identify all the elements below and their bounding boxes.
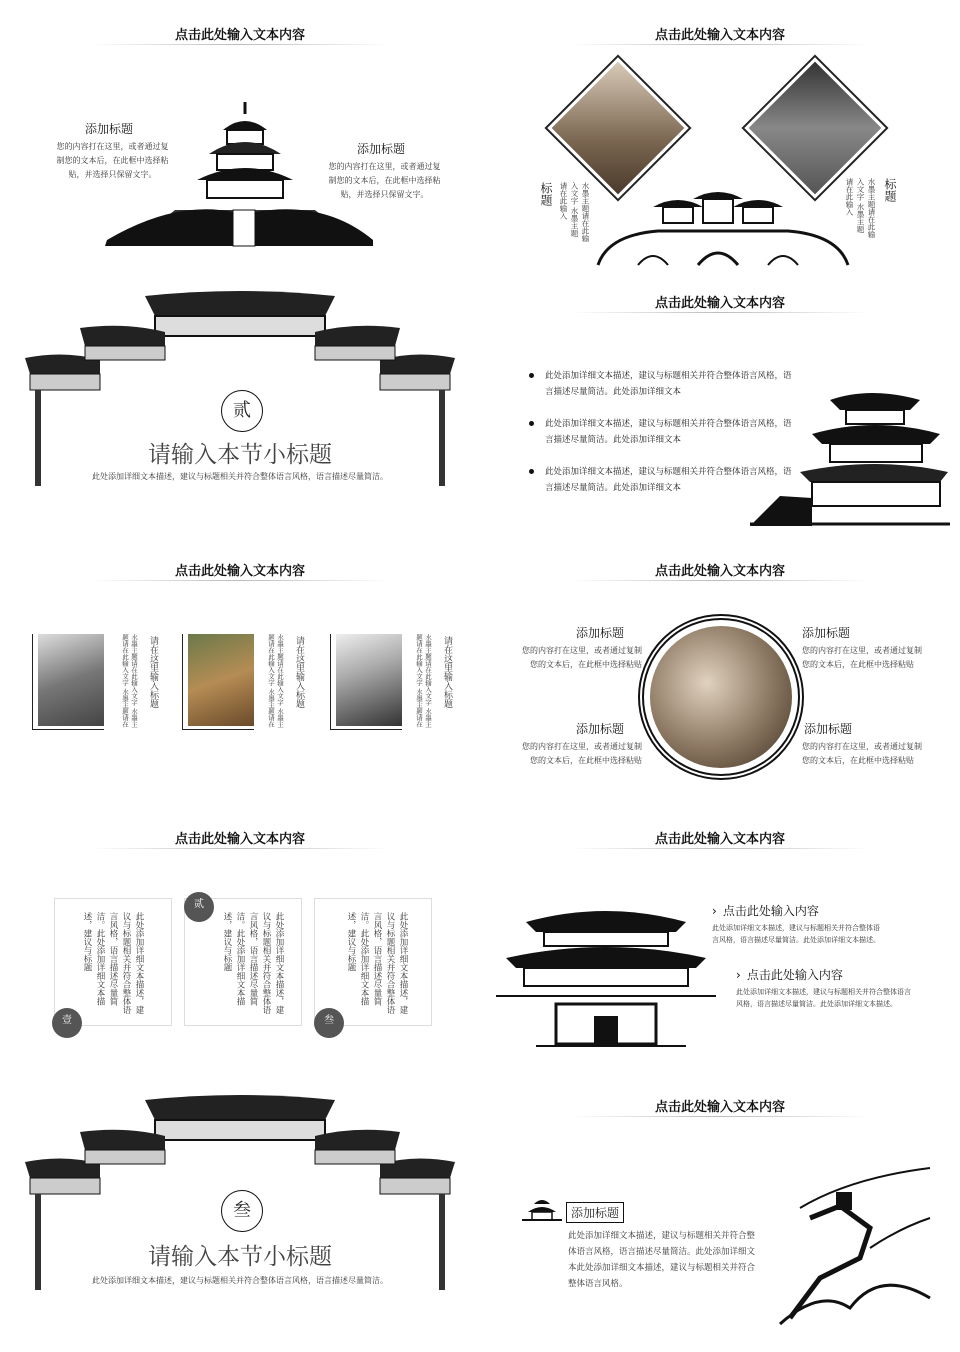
palace-gate-ink-illustration [496,900,716,1050]
section-badge: 叁 [221,1190,263,1232]
slide-9 [0,1072,480,1340]
tl-text: 您的内容打在这里，或者通过复制您的文本后，在此框中选择粘贴 [522,646,642,669]
section-badge: 贰 [221,390,263,432]
section-description: 此处添加详细文本描述，建议与标题相关并符合整体语言风格，语言描述尽量简洁。 [92,472,388,481]
item-1-label: 请在这里输入标题 [148,636,158,708]
bullet-item-3: 此处添加详细文本描述，建议与标题相关并符合整体语言风格，语言描述尽量简洁。此处添加详细文本 [545,464,795,496]
title-divider [570,44,870,45]
tl-heading: 添加标题 [576,626,625,640]
tr-heading: 添加标题 [802,626,851,640]
slide-title: 点击此处输入文本内容 [654,564,785,579]
slide-title: 点击此处输入文本内容 [654,832,785,847]
card-2-badge: 贰 [184,892,214,922]
item-2-heading-text: 点击此处输入内容 [746,968,843,982]
slide-title: 点击此处输入文本内容 [174,28,305,43]
tr-text: 您的内容打在这里，或者通过复制您的文本后，在此框中选择粘贴 [802,646,922,669]
slide-2 [480,0,960,268]
card-1-text: 此处添加详细文本描述，建议与标题相关并符合整体语言风格，语言描述尽量简洁。此处添加详细文本描述，建议与标题 [82,912,144,1014]
br-heading: 添加标题 [804,722,853,736]
left-text: 您的内容打在这里，或者通过复制您的文本后，在此框中选择粘贴，并选择只保留文字。 [56,142,169,179]
slide-7 [0,804,480,1072]
slide-6 [480,536,960,804]
card-3-badge: 叁 [314,1008,344,1038]
item-1-heading [712,902,819,919]
title-divider [570,848,870,849]
item-2-label: 请在这里输入标题 [294,636,304,708]
slide-5 [0,536,480,804]
slide-8 [480,804,960,1072]
slide-title: 点击此处输入文本内容 [654,28,785,43]
bl-heading: 添加标题 [576,722,625,736]
chevron-right-icon: › [712,904,717,918]
section-description: 此处添加详细文本描述，建议与标题相关并符合整体语言风格，语言描述尽量简洁。 [92,1276,388,1285]
bullet-item-2: 此处添加详细文本描述，建议与标题相关并符合整体语言风格，语言描述尽量简洁。此处添加详细文本 [545,416,795,448]
item-3-label: 请在这里输入标题 [442,636,452,708]
br-text: 您的内容打在这里，或者通过复制您的文本后，在此框中选择粘贴 [802,742,922,765]
item-2-text: 此处添加详细文本描述，建议与标题相关并符合整体语言风格，语言描述尽量简洁。此处添加详细文本描述。 [736,988,911,1008]
item-1-text: 此处添加详细文本描述，建议与标题相关并符合整体语言风格，语言描述尽量简洁。此处添加详细文本描述。 [712,924,880,944]
chevron-right-icon: › [736,968,741,982]
right-text: 您的内容打在这里，或者通过复制您的文本后，在此框中选择粘贴，并选择只保留文字。 [328,162,441,199]
left-vertical-text: 水墨主题请在此输入文字 水墨主题请在此输入 [559,182,590,242]
slide-1 [0,0,480,268]
item-1-heading-text: 点击此处输入内容 [722,904,819,918]
temple-of-heaven-ink-illustration [105,100,375,250]
item-2-text: 水墨主题请在此输入文字 水墨主题请在此输入文字 水墨主题请在 [267,634,284,728]
section-subtitle: 请输入本节小标题 [148,1244,332,1270]
card-2-text: 此处添加详细文本描述，建议与标题相关并符合整体语言风格，语言描述尽量简洁。此处添加详细文本描述，建议与标题 [222,912,284,1014]
corridor-photo-2 [188,634,254,726]
item-1-text: 水墨主题请在此输入文字 水墨主题请在此输入文字 水墨主题请在 [121,634,138,728]
right-label: 标题 [883,178,897,202]
title-divider [570,1116,870,1117]
roof-photo-1 [38,634,104,726]
title-divider [90,580,390,581]
left-heading: 添加标题 [85,122,134,136]
title-divider [570,312,870,313]
bullet-item-1: 此处添加详细文本描述，建议与标题相关并符合整体语言风格，语言描述尽量简洁。此处添加详细文本 [545,368,795,400]
small-pagoda-icon [522,1196,562,1222]
card-3-text: 此处添加详细文本描述，建议与标题相关并符合整体语言风格，语言描述尽量简洁。此处添加详细文本描述，建议与标题 [346,912,408,1014]
title-divider [90,44,390,45]
section-subtitle: 请输入本节小标题 [148,442,332,468]
slide-title: 点击此处输入文本内容 [654,1100,785,1115]
bridge-pavilion-ink-illustration [598,185,848,268]
dougong-photo-diamond [547,57,688,198]
card-1-badge: 壹 [52,1008,82,1038]
slide-title: 点击此处输入文本内容 [654,296,785,311]
courtyard-photo-3 [336,634,402,726]
slide-3 [0,268,480,536]
dougong-photo-circle [650,626,792,768]
title-divider [90,848,390,849]
heading-box: 添加标题 [566,1202,624,1223]
left-label: 标题 [539,182,553,206]
tower-ink-illustration [750,386,950,526]
slide-title: 点击此处输入文本内容 [174,832,305,847]
slide-10 [480,1072,960,1340]
right-heading: 添加标题 [357,142,406,156]
item-3-text: 水墨主题请在此输入文字 水墨主题请在此输入文字 水墨主题请在 [415,634,432,728]
great-wall-ink-illustration [780,1168,940,1328]
slide-4 [480,268,960,536]
body-text: 此处添加详细文本描述，建议与标题相关并符合整体语言风格，语言描述尽量简洁。此处添加详细文本此处添加详细文本描述，建议与标题相关并符合整体语言风格。 [568,1231,756,1289]
bl-text: 您的内容打在这里，或者通过复制您的文本后，在此框中选择粘贴 [522,742,642,765]
right-vertical-text: 水墨主题请在此输入文字 水墨主题请在此输入 [845,178,876,238]
item-2-heading [736,966,843,983]
title-divider [570,580,870,581]
slide-title: 点击此处输入文本内容 [174,564,305,579]
